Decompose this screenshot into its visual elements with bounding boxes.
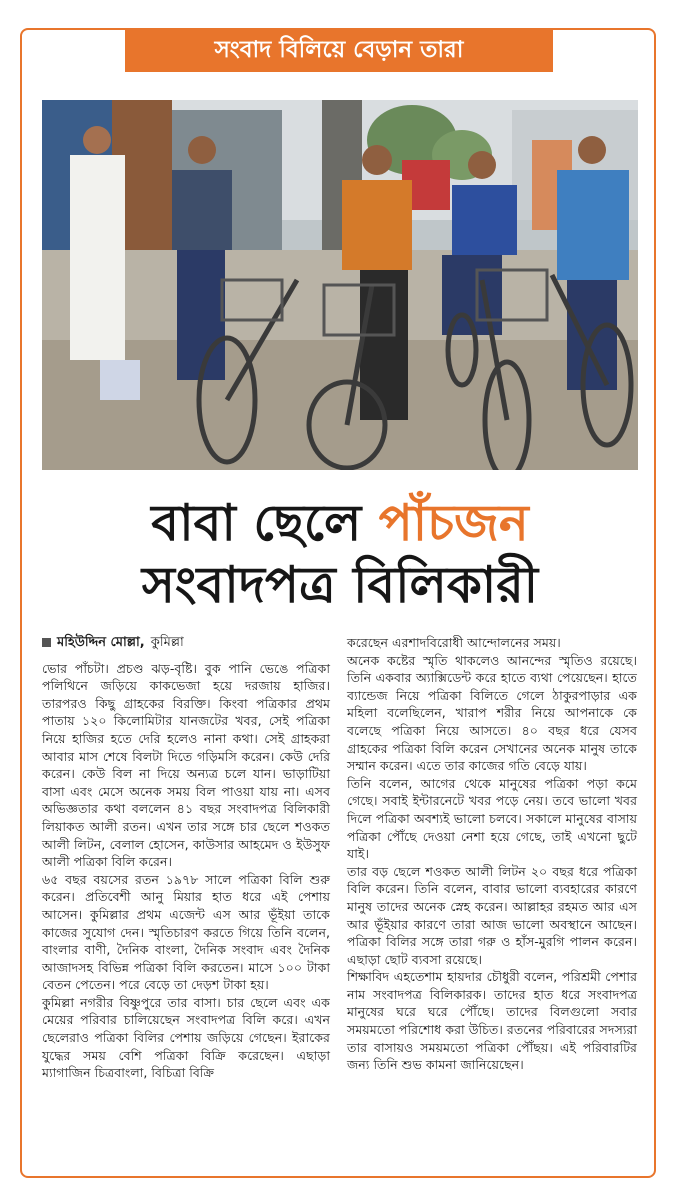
headline (42, 492, 638, 616)
headline-line-2: সংবাদপত্র বিলিকারী (141, 555, 539, 614)
paragraph: ৬৫ বছর বয়সের রতন ১৯৭৮ সালে পত্রিকা বিলি শুরু করেন। প্রতিবেশী আনু মিয়ার হাত ধরে এই পেশায় আসেন। কুমিল্লার প্রথম এজেন্ট এস আর ভূঁইয়া তাকে কাজের সুযোগ দেন। স্মৃতিচারণ করতে গিয়ে তিনি বলেন, বাংলার বাণী, দৈনিক বাংলা, দৈনিক সংবাদ এবং দৈনিক আজাদসহ বিভিন্ন পত্রিকা বিলি করতেন। মাসে ১০০ টাকা বেতন পেতেন। পরে বেড়ে তা দেড়শ টাকা হয়। (42, 871, 330, 993)
paragraph: ভোর পাঁচটা। প্রচণ্ড ঝড়-বৃষ্টি। বুক পানি ভেঙে পত্রিকা পলিথিনে জড়িয়ে কাকভেজা হয়ে দরজায় হাজির। তারপরও কিছু গ্রাহকের বিরক্তি। কিংবা পত্রিকার প্রথম পাতায় ১২০ কিলোমিটার যানজটের খবর, সেই পত্রিকা নিয়ে হাজির হতে দেরি হলেও নানা কথা। সেই গ্রাহকরা আবার মাস শেষে বিলটা দিতে গড়িমসি করেন। কেউ দেরি করেন। কেউ বিল না দিয়ে অন্যত্র চলে যান। ভাড়াটিয়া বাসা এবং মেসে অনেক সময় বিল পাওয়া যায় না। এসব অভিজ্ঞতার কথা বললেন ৪১ বছর সংবাদপত্র বিলিকারী লিয়াকত আলী রতন। এখন তার সঙ্গে চার ছেলে শওকত আলী লিটন, বেলাল হোসেন, কাউসার আহমেদ ও ইউসুফ আলী পত্রিকা বিলি করেন। (42, 660, 330, 870)
byline-place: কুমিল্লা (150, 635, 184, 650)
article-column-right (347, 634, 637, 1074)
author-name: মহিউদ্দিন মোল্লা, (57, 635, 145, 650)
byline-square-icon (42, 638, 51, 647)
paragraph: তার বড় ছেলে শওকত আলী লিটন ২০ বছর ধরে পত্রিকা বিলি করেন। তিনি বলেন, বাবার ভালো ব্যবহারের কারণে মানুষ তাদের অনেক স্নেহ করেন। আল্লাহর রহমত আর এস আর ভূঁইয়ার কারণে তারা আজ ভালো অবস্থানে আছেন। পত্রিকা বিলির সঙ্গে তারা গরু ও হাঁস-মুরগি পালন করেন। এছাড়া ছোট ব্যবসা রয়েছে। (347, 863, 637, 967)
headline-line-1 (42, 492, 638, 554)
article-photo (42, 100, 638, 470)
headline-text: বাবা ছেলে (151, 493, 379, 552)
byline (42, 634, 330, 652)
paragraph: করেছেন এরশাদবিরোধী আন্দোলনের সময়। (347, 635, 561, 650)
person-2 (172, 136, 232, 380)
paragraph: অনেক কষ্টের স্মৃতি থাকলেও আনন্দের স্মৃতিও রয়েছে। তিনি একবার অ্যাক্সিডেন্ট করে হাতে ব্যথা পেয়েছেন। হাতে ব্যান্ডেজ নিয়ে পত্রিকা বিলিতে গেলে ঠাকুরপাড়ার এক মহিলা বলেছিলেন, খারাপ শরীর নিয়ে আপনাকে কে বলেছে পত্রিকা নিয়ে আসতে। ৪০ বছর ধরে যেসব গ্রাহকের পত্রিকা বিলি করেন সেখানের অনেক মানুষ তাকে সম্মান করেন। এতে তার কাজের গতি বেড়ে যায়। (347, 652, 637, 774)
paragraph: তিনি বলেন, আগের থেকে মানুষের পত্রিকা পড়া কমে গেছে। সবাই ইন্টারনেটে খবর পড়ে নেয়। তবে ভালো খবর দিলে পত্রিকা অবশ্যই ভালো চলবে। সকালে মানুষের বাসায় পত্রিকা পৌঁছে দেওয়া নেশা হয়ে গেছে, তাই এখনো ছুটে যাই। (347, 775, 637, 862)
article-column-left (42, 634, 330, 1082)
paragraph: শিক্ষাবিদ এহতেশাম হায়দার চৌধুরী বলেন, পরিশ্রমী পেশার নাম সংবাদপত্র বিলিকারক। তাদের হাত ধরে সংবাদপত্র মানুষের ঘরে ঘরে পৌঁছে। তাদের বিলগুলো সবার সময়মতো পরিশোধ করা উচিত। রতনের পরিবারের সদস্যরা তার বাসায়ও সময়মতো পত্রিকা পৌঁছয়। এই পরিবারটির জন্য তিনি শুভ কামনা জানিয়েছেন। (347, 969, 637, 1073)
photo-illustration (42, 100, 638, 470)
paragraph: কুমিল্লা নগরীর বিষ্ণুপুরে তার বাসা। চার ছেলে এবং এক মেয়ের পরিবার চালিয়েছেন সংবাদপত্র বিলি করে। এখন ছেলেরাও পত্রিকা বিলির পেশায় জড়িয়ে গেছেন। ইরাকের যুদ্ধের সময় বেশি পত্রিকা বিক্রি করেছেন। এছাড়া ম্যাগাজিন চিত্রবাংলা, বিচিত্রা বিক্রি (42, 994, 330, 1081)
section-banner: সংবাদ বিলিয়ে বেড়ান তারা (125, 28, 553, 72)
headline-accent-text: পাঁচজন (378, 493, 529, 552)
